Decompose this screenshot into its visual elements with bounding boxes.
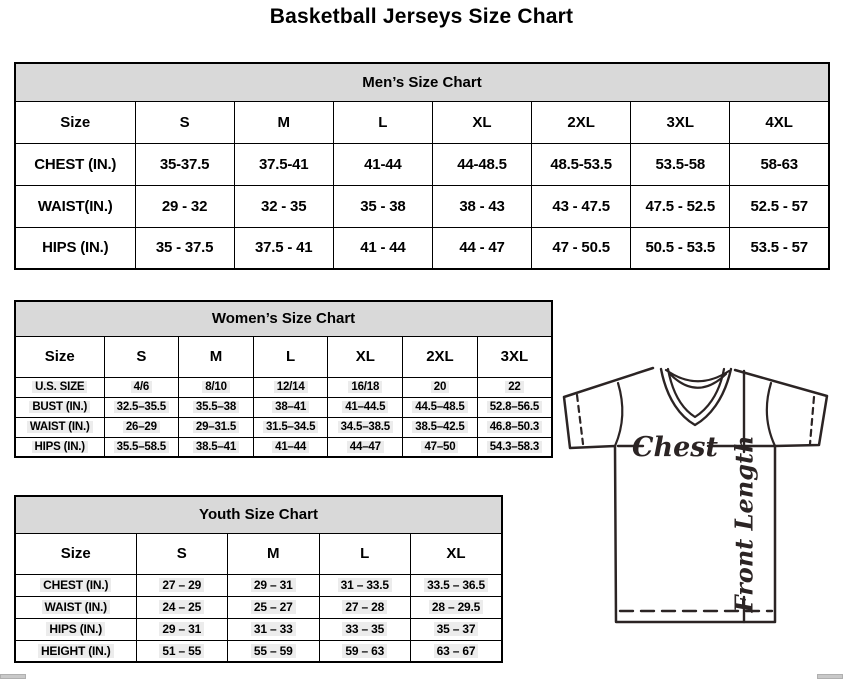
womens-header-row	[15, 336, 552, 377]
cell-value: 29 - 32	[135, 185, 234, 227]
right-cuff-dashed-line	[810, 397, 814, 444]
row-label-text: HEIGHT (IN.)	[38, 644, 114, 658]
cell-value	[319, 640, 411, 662]
row-label	[15, 397, 104, 417]
cell-value: 35 - 38	[333, 185, 432, 227]
mens-chest-row	[15, 143, 829, 185]
cell-value: 58-63	[730, 143, 829, 185]
youth-header-row	[15, 533, 502, 574]
cell-value	[136, 640, 228, 662]
cell-text: 38–41	[272, 401, 309, 413]
front-length-label: Front Length	[729, 435, 759, 613]
cell-value	[403, 437, 478, 457]
cell-value	[228, 618, 320, 640]
cell-text: 59 – 63	[342, 644, 387, 658]
cell-value: 37.5 - 41	[234, 227, 333, 269]
cell-text: 26–29	[123, 421, 160, 433]
womens-hips-row	[15, 437, 552, 457]
row-label	[15, 640, 136, 662]
jersey-right-seam	[767, 383, 775, 446]
cell-text: 33 – 35	[342, 622, 387, 636]
cell-value	[179, 377, 254, 397]
youth-waist-row	[15, 596, 502, 618]
cell-value	[477, 397, 552, 417]
column-header: M	[234, 101, 333, 143]
cell-value: 37.5-41	[234, 143, 333, 185]
column-header: M	[179, 336, 254, 377]
cell-text: 12/14	[274, 381, 308, 393]
cell-value	[228, 596, 320, 618]
cell-text: 31.5–34.5	[263, 421, 318, 433]
womens-chart-title: Women’s Size Chart	[15, 301, 552, 336]
cell-value: 35 - 37.5	[135, 227, 234, 269]
row-label-text: WAIST (IN.)	[42, 600, 110, 614]
column-header: 3XL	[477, 336, 552, 377]
cell-text: 54.3–58.3	[487, 441, 542, 453]
cell-value: 41-44	[333, 143, 432, 185]
cell-text: 38.5–42.5	[412, 421, 467, 433]
cell-value	[411, 618, 503, 640]
cell-value	[477, 437, 552, 457]
cell-text: 4/6	[131, 381, 152, 393]
cell-value	[477, 377, 552, 397]
cell-value	[253, 377, 328, 397]
cell-value: 43 - 47.5	[532, 185, 631, 227]
cell-text: 38.5–41	[193, 441, 239, 453]
cell-text: 28 – 29.5	[429, 600, 483, 614]
column-header: S	[104, 336, 179, 377]
cell-text: 27 – 29	[159, 578, 204, 592]
column-header: M	[228, 533, 320, 574]
row-label-text: BUST (IN.)	[29, 401, 90, 413]
cell-text: 44–47	[347, 441, 384, 453]
column-header: 4XL	[730, 101, 829, 143]
cell-text: 46.8–50.3	[487, 421, 542, 433]
cell-value: 50.5 - 53.5	[631, 227, 730, 269]
left-cuff-dashed-line	[577, 395, 583, 444]
cell-value	[328, 397, 403, 417]
cell-text: 31 – 33	[251, 622, 296, 636]
cell-value	[328, 417, 403, 437]
youth-height-row	[15, 640, 502, 662]
cell-value: 48.5-53.5	[532, 143, 631, 185]
column-header: L	[253, 336, 328, 377]
cell-text: 35.5–58.5	[114, 441, 169, 453]
column-header: Size	[15, 101, 135, 143]
column-header: 3XL	[631, 101, 730, 143]
cell-text: 29 – 31	[159, 622, 204, 636]
cell-text: 8/10	[202, 381, 230, 393]
horizontal-scrollbar-left-fragment[interactable]	[0, 674, 26, 679]
row-label	[15, 618, 136, 640]
cell-text: 24 – 25	[159, 600, 204, 614]
row-label	[15, 417, 104, 437]
column-header: L	[319, 533, 411, 574]
cell-value: 47 - 50.5	[532, 227, 631, 269]
row-label: HIPS (IN.)	[15, 227, 135, 269]
cell-value	[403, 377, 478, 397]
cell-value	[104, 417, 179, 437]
row-label	[15, 377, 104, 397]
row-label-text: U.S. SIZE	[32, 381, 87, 393]
mens-chart-title-row	[15, 63, 829, 101]
cell-value	[136, 574, 228, 596]
youth-hips-row	[15, 618, 502, 640]
cell-value	[403, 397, 478, 417]
page-title: Basketball Jerseys Size Chart	[269, 5, 574, 28]
cell-text: 31 – 33.5	[338, 578, 392, 592]
horizontal-scrollbar-right-fragment[interactable]	[817, 674, 843, 679]
cell-text: 29 – 31	[251, 578, 296, 592]
column-header: XL	[328, 336, 403, 377]
youth-chart-title: Youth Size Chart	[15, 496, 502, 533]
mens-waist-row	[15, 185, 829, 227]
cell-value	[104, 437, 179, 457]
cell-value	[328, 377, 403, 397]
cell-value: 41 - 44	[333, 227, 432, 269]
cell-value: 47.5 - 52.5	[631, 185, 730, 227]
cell-value	[253, 437, 328, 457]
mens-size-table	[14, 62, 830, 270]
cell-text: 20	[431, 381, 449, 393]
cell-text: 47–50	[421, 441, 458, 453]
cell-value	[179, 437, 254, 457]
cell-text: 41–44.5	[342, 401, 388, 413]
cell-text: 44.5–48.5	[412, 401, 467, 413]
cell-value	[136, 596, 228, 618]
cell-value	[319, 596, 411, 618]
youth-size-table	[14, 495, 503, 663]
cell-value	[411, 596, 503, 618]
cell-text: 16/18	[348, 381, 382, 393]
row-label-text: CHEST (IN.)	[40, 578, 111, 592]
cell-value	[253, 417, 328, 437]
column-header: 2XL	[403, 336, 478, 377]
row-label: CHEST (IN.)	[15, 143, 135, 185]
youth-chest-row	[15, 574, 502, 596]
cell-value: 53.5-58	[631, 143, 730, 185]
cell-text: 63 – 67	[434, 644, 479, 658]
cell-text: 55 – 59	[251, 644, 296, 658]
row-label-text: WAIST (IN.)	[27, 421, 93, 433]
column-header: Size	[15, 533, 136, 574]
cell-text: 35 – 37	[434, 622, 479, 636]
cell-value	[253, 397, 328, 417]
cell-value	[411, 640, 503, 662]
column-header: 2XL	[532, 101, 631, 143]
row-label-text: HIPS (IN.)	[32, 441, 88, 453]
cell-text: 34.5–38.5	[338, 421, 393, 433]
column-header: Size	[15, 336, 104, 377]
cell-value	[319, 574, 411, 596]
cell-text: 33.5 – 36.5	[424, 578, 488, 592]
cell-text: 51 – 55	[159, 644, 204, 658]
mens-hips-row	[15, 227, 829, 269]
womens-size-table	[14, 300, 553, 458]
cell-text: 41–44	[272, 441, 309, 453]
jersey-outline	[564, 368, 827, 622]
womens-waist-row	[15, 417, 552, 437]
mens-header-row	[15, 101, 829, 143]
cell-value: 44-48.5	[432, 143, 531, 185]
cell-value	[104, 397, 179, 417]
column-header: S	[135, 101, 234, 143]
cell-text: 25 – 27	[251, 600, 296, 614]
womens-us-size-row	[15, 377, 552, 397]
cell-value: 35-37.5	[135, 143, 234, 185]
cell-value	[179, 417, 254, 437]
cell-value: 52.5 - 57	[730, 185, 829, 227]
jersey-measurement-diagram	[550, 355, 843, 645]
womens-bust-row	[15, 397, 552, 417]
row-label	[15, 437, 104, 457]
cell-value: 44 - 47	[432, 227, 531, 269]
cell-value	[179, 397, 254, 417]
cell-value	[319, 618, 411, 640]
cell-value	[411, 574, 503, 596]
column-header: XL	[432, 101, 531, 143]
row-label	[15, 596, 136, 618]
cell-text: 22	[505, 381, 523, 393]
cell-text: 27 – 28	[342, 600, 387, 614]
cell-value: 38 - 43	[432, 185, 531, 227]
womens-chart-title-row	[15, 301, 552, 336]
mens-chart-title: Men’s Size Chart	[15, 63, 829, 101]
chest-label: Chest	[632, 432, 718, 463]
column-header: L	[333, 101, 432, 143]
jersey-left-seam	[615, 383, 622, 446]
row-label	[15, 574, 136, 596]
cell-text: 52.8–56.5	[487, 401, 542, 413]
cell-text: 35.5–38	[193, 401, 239, 413]
column-header: S	[136, 533, 228, 574]
cell-value: 32 - 35	[234, 185, 333, 227]
row-label: WAIST(IN.)	[15, 185, 135, 227]
cell-text: 29–31.5	[193, 421, 239, 433]
row-label-text: HIPS (IN.)	[46, 622, 105, 636]
cell-value: 53.5 - 57	[730, 227, 829, 269]
cell-value	[228, 640, 320, 662]
cell-value	[136, 618, 228, 640]
cell-value	[477, 417, 552, 437]
cell-value	[328, 437, 403, 457]
youth-chart-title-row	[15, 496, 502, 533]
cell-text: 32.5–35.5	[114, 401, 169, 413]
cell-value	[403, 417, 478, 437]
cell-value	[228, 574, 320, 596]
column-header: XL	[411, 533, 503, 574]
cell-value	[104, 377, 179, 397]
